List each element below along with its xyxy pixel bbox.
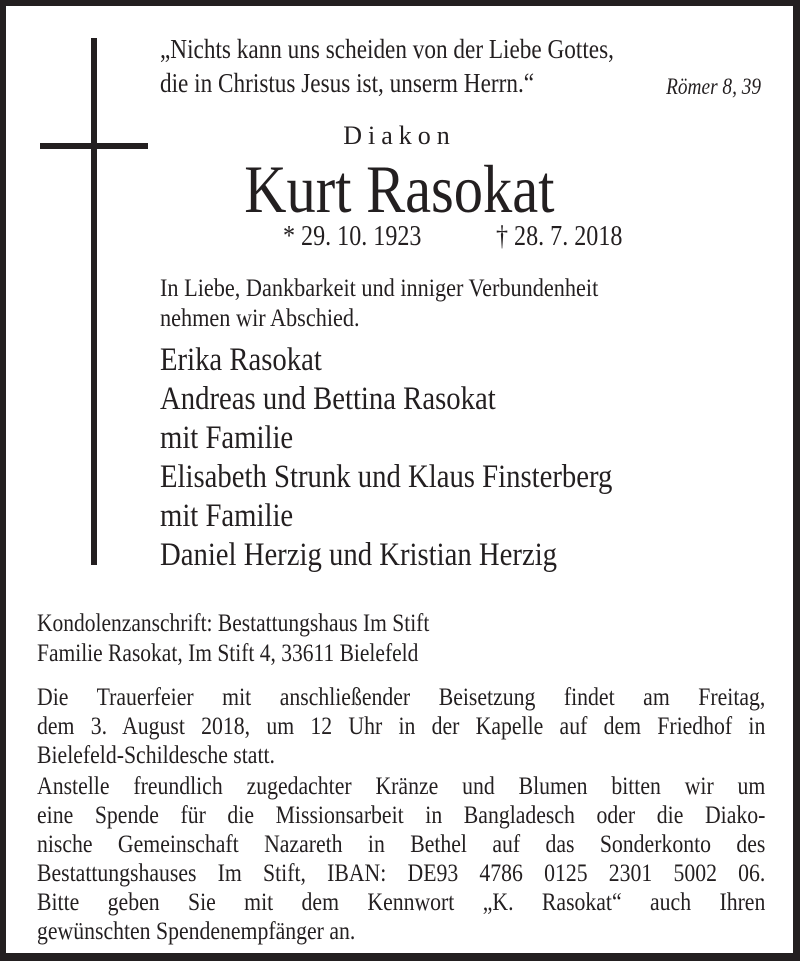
mourner-line: mit Familie [160,498,294,534]
obituary-notice [6,6,793,953]
quote-reference-text: Römer 8, 39 [666,74,761,99]
address-line-1: Kondolenzanschrift: Bestattungshaus Im Stift [37,610,430,637]
donation-line: Bitte geben Sie mit dem Kennwort „K. Rasokat“ auch Ihren [37,889,766,916]
mourners-list [160,341,680,575]
deceased-name [6,151,793,227]
donation-line: eine Spende für die Missionsarbeit in Bangladesch oder die Diako- [37,802,766,829]
farewell-intro [160,274,652,334]
mourner-line: Andreas und Bettina Rasokat [160,381,496,417]
donation-line: gewünschten Spendenempfänger an. [37,918,356,945]
deceased-name-text: Kurt Rasokat [244,151,555,227]
mourner-line: Elisabeth Strunk und Klaus Finsterberg [160,459,613,495]
quote-line-1: „Nichts kann uns scheiden von der Liebe Gottes, [160,34,614,64]
deceased-title: Diakon [343,121,456,150]
death-date-text: † 28. 7. 2018 [496,221,623,252]
donation-line: nische Gemeinschaft Nazareth in Bethel auf das Sonderkonto des [37,831,766,858]
mourner-line: Erika Rasokat [160,342,322,378]
bible-quote [160,32,688,100]
donation-line: Anstelle freundlich zugedachter Kränze und Blumen bitten wir um [37,773,766,800]
ceremony-line: Bielefeld-Schildesche statt. [37,742,275,769]
death-date [496,221,643,253]
intro-line-2: nehmen wir Abschied. [160,305,360,332]
cross-icon-vertical [91,38,97,565]
ceremony-paragraph [37,683,765,770]
address-line-2: Familie Rasokat, Im Stift 4, 33611 Bielefeld [37,640,419,667]
intro-line-1: In Liebe, Dankbarkeit und inniger Verbundenheit [160,275,599,302]
condolence-address [37,609,493,669]
quote-reference [648,74,761,100]
mourner-line: Daniel Herzig und Kristian Herzig [160,537,558,573]
donation-line: Bestattungshauses Im Stift, IBAN: DE93 4786 0125 2301 5002 06. [37,860,766,887]
birth-date [283,221,444,253]
birth-date-text: * 29. 10. 1923 [283,221,422,252]
quote-line-2: die in Christus Jesus ist, unserm Herrn.“ [160,68,535,98]
ceremony-line: Die Trauerfeier mit anschließender Beisetzung findet am Freitag, [37,684,766,711]
mourner-line: mit Familie [160,420,294,456]
donation-paragraph [37,772,765,946]
ceremony-line: dem 3. August 2018, um 12 Uhr in der Kapelle auf dem Friedhof in [37,713,766,740]
